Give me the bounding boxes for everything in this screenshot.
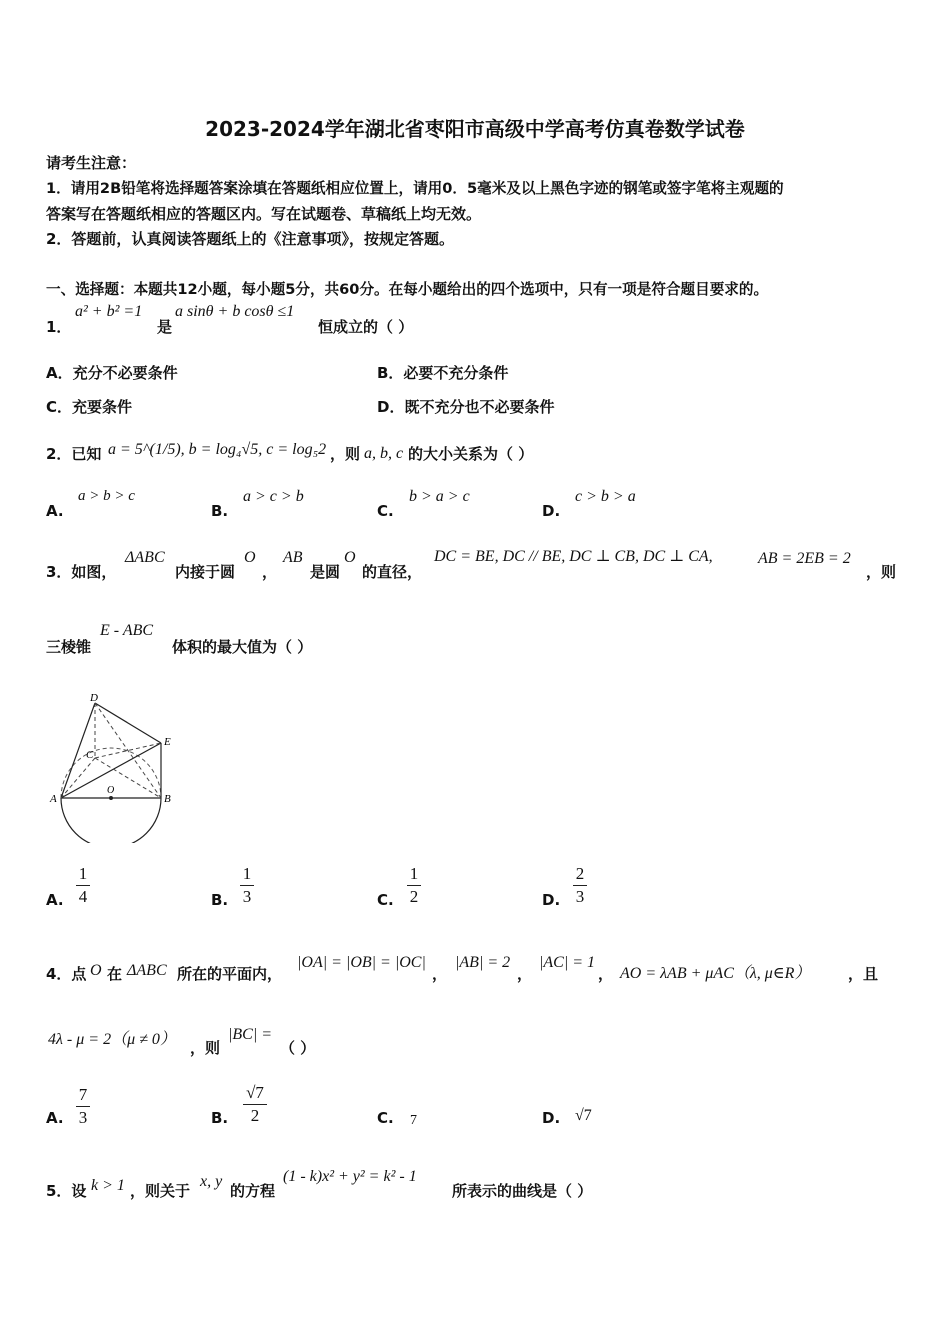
q5-variables: x, y	[200, 1173, 223, 1190]
q4-text-3: ，且	[848, 965, 879, 983]
q4-expr-3: |AC| = 1	[539, 954, 596, 971]
fig-label-c: C	[86, 749, 94, 761]
q2-option-c-text: b > a > c	[409, 488, 470, 505]
q1-option-a[interactable]: A．充分不必要条件	[46, 364, 178, 382]
q2-option-a-text: a > b > c	[78, 488, 135, 504]
q4-option-d-text: √7	[575, 1107, 592, 1124]
q4-text-4: ，则	[190, 1039, 221, 1057]
q3-text-2: 是圆	[310, 563, 341, 581]
q4-triangle: ΔABC	[127, 962, 167, 979]
notice-line-1b: 答案写在答题纸相应的答题区内。写在试题卷、草稿纸上均无效。	[46, 205, 482, 223]
q4-option-b-fraction: √7 2	[243, 1083, 267, 1126]
q4-comma-3: ，	[598, 965, 614, 983]
q4-text-2: 所在的平面内，	[177, 965, 283, 983]
q5-text-1: ，则关于	[130, 1182, 191, 1200]
q4-expr-5: |BC| =	[228, 1026, 273, 1043]
notice-line-1: 1．请用2B铅笔将选择题答案涂填在答题纸相应位置上，请用0．5毫米及以上黑色字迹的钢笔或签字笔将主观题的	[46, 180, 784, 197]
q3-option-d-fraction: 2 3	[573, 864, 587, 907]
q4-number: 4．点	[46, 965, 87, 983]
q1-expression: a sinθ + b cosθ ≤1	[175, 303, 295, 320]
q3-triangle: ΔABC	[125, 549, 165, 566]
q3-number: 3．如图，	[46, 563, 117, 581]
q1-option-d[interactable]: D．既不充分也不必要条件	[377, 398, 555, 416]
q2-option-a-label[interactable]: A.	[46, 502, 64, 520]
q1-option-b[interactable]: B．必要不充分条件	[377, 364, 509, 382]
q3-condition-2: AB = 2EB = 2	[758, 550, 851, 567]
q2-option-d-label[interactable]: D.	[542, 502, 561, 520]
q4-text-1: 在	[107, 965, 123, 983]
q3-option-c-label[interactable]: C.	[377, 891, 394, 909]
q4-expr-1: |OA| = |OB| = |OC|	[297, 954, 426, 971]
page-title: 2023-2024学年湖北省枣阳市高级中学高考仿真卷数学试卷	[205, 117, 745, 141]
q3-line2-tail: 体积的最大值为（ ）	[172, 638, 313, 656]
q3-pyramid: E - ABC	[100, 622, 154, 639]
q4-tail: （ ）	[280, 1039, 316, 1057]
q3-text-3: 的直径，	[362, 563, 423, 581]
q1-number: 1．	[46, 318, 72, 336]
q3-option-c-fraction: 1 2	[407, 864, 421, 907]
q2-option-c-label[interactable]: C.	[377, 502, 394, 520]
q2-option-b-text: a > c > b	[243, 488, 304, 505]
q3-line2-text: 三棱锥	[46, 638, 92, 656]
q3-text-4: ，则	[866, 563, 897, 581]
q3-comma: ，	[262, 563, 278, 581]
q4-point-o: O	[90, 962, 102, 979]
q3-circle-o-2: O	[344, 549, 356, 566]
q5-equation: (1 - k)x² + y² = k² - 1	[283, 1168, 417, 1185]
q2-number: 2．已知	[46, 445, 102, 463]
q3-geometry-figure	[44, 688, 184, 843]
notice-line-2: 2．答题前，认真阅读答题纸上的《注意事项》，按规定答题。	[46, 230, 454, 248]
q3-condition: DC = BE, DC // BE, DC ⊥ CB, DC ⊥ CA,	[434, 548, 713, 565]
q4-option-a-label[interactable]: A.	[46, 1109, 64, 1127]
q2-tail: 的大小关系为（ ）	[408, 445, 534, 463]
q5-tail: 所表示的曲线是（ ）	[452, 1182, 593, 1200]
q3-ab: AB	[283, 549, 303, 566]
q5-number: 5．设	[46, 1182, 87, 1200]
q1-option-c[interactable]: C．充要条件	[46, 398, 133, 416]
fig-label-o: O	[107, 785, 115, 796]
q2-option-b-label[interactable]: B.	[211, 502, 229, 520]
notice-heading: 请考生注意：	[46, 154, 137, 172]
q1-mid-text: 是	[157, 318, 173, 336]
q4-comma-2: ，	[517, 965, 533, 983]
q3-option-a-label[interactable]: A.	[46, 891, 64, 909]
q1-condition: a² + b² =1	[75, 303, 143, 320]
q3-option-d-label[interactable]: D.	[542, 891, 561, 909]
q4-option-c-label[interactable]: C.	[377, 1109, 394, 1127]
fig-label-a: A	[50, 793, 57, 805]
q4-option-d-label[interactable]: D.	[542, 1109, 561, 1127]
q1-tail: 恒成立的（ ）	[318, 318, 414, 336]
q2-expression: a = 5^(1/5), b = log₄√5, c = log₅2	[108, 441, 327, 458]
fig-label-e: E	[164, 736, 171, 748]
q4-expr-4: AO = λAB + μAC（λ, μ∈R）	[620, 965, 811, 982]
q4-option-b-label[interactable]: B.	[211, 1109, 229, 1127]
q2-option-d-text: c > b > a	[575, 488, 636, 505]
q3-option-b-label[interactable]: B.	[211, 891, 229, 909]
section-heading: 一、选择题：本题共12小题，每小题5分，共60分。在每小题给出的四个选项中，只有一项是符合题目要求的。	[46, 281, 769, 298]
q3-option-a-fraction: 1 4	[76, 864, 90, 907]
fig-label-b: B	[164, 793, 171, 805]
q3-option-b-fraction: 1 3	[240, 864, 254, 907]
q2-variables: a, b, c	[364, 445, 404, 462]
q4-option-c-text: 7	[410, 1113, 417, 1128]
q5-condition: k > 1	[91, 1177, 125, 1194]
q3-circle-o: O	[244, 549, 256, 566]
q3-text-1: 内接于圆	[175, 563, 236, 581]
q4-option-a-fraction: 7 3	[76, 1085, 90, 1128]
q4-line2-expr: 4λ - μ = 2（μ ≠ 0）	[48, 1031, 176, 1048]
q2-mid-text: ，则	[330, 445, 361, 463]
q4-comma-1: ，	[432, 965, 448, 983]
q5-text-2: 的方程	[230, 1182, 276, 1200]
fig-label-d: D	[90, 692, 98, 704]
q4-expr-2: |AB| = 2	[455, 954, 511, 971]
